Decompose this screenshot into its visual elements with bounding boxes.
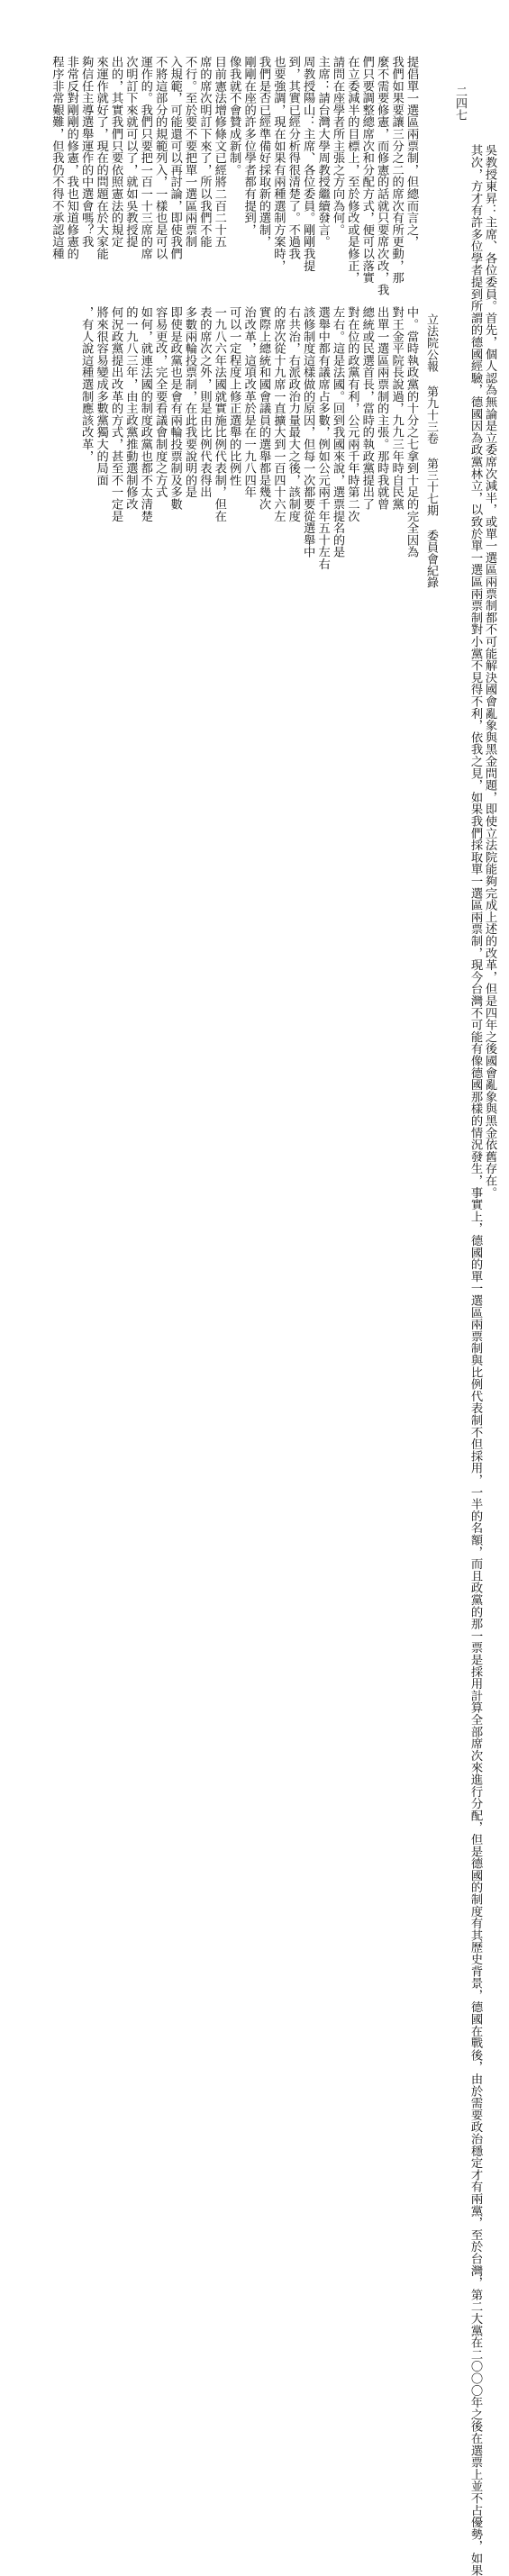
lower-text-column: 將來很容易變成多數黨獨大的局面 xyxy=(94,306,108,486)
upper-text-column: 主席：請台灣大學周教授繼續發言。 xyxy=(315,56,330,248)
lower-text-column: 一九八六年法國就實施比例代表制，但在 xyxy=(212,306,226,522)
lower-text-column: 出單一選區兩票制的主張。那時我就曾 xyxy=(375,306,389,511)
upper-text-column: 我們是否已經準備好採取新的選制， xyxy=(257,56,270,248)
upper-text-column: 出的，其實我們只要依照憲法的規定 xyxy=(109,56,123,248)
upper-text-column: 程序非常艱難，但我仍不得不承認這種 xyxy=(50,56,64,260)
lower-text-column: 可以一定程度上修正選舉的比例性 xyxy=(227,306,241,486)
upper-text-column: 我們如果要讓三分之二的席次有所更動，那 xyxy=(389,56,404,284)
upper-text-column: 請問在座學者所主張之方向為何。 xyxy=(331,56,344,236)
lower-text-column: 對在位的政黨有利，公元兩千年時第二次 xyxy=(345,306,359,522)
lower-text-column: 該修制度這樣做的原因，但每一次都要從選舉中 xyxy=(301,306,315,558)
lower-text-column: ，有人說這種選制應該改革， xyxy=(79,306,94,462)
lower-text-column: 表的席次之外，則是由比例代表得出 xyxy=(197,306,212,498)
lower-text-column: 中。當時執政黨的十分之七拿到十足的完全因為 xyxy=(404,306,418,558)
upper-text-column: 運作的。我們只要把一百一十三席的席 xyxy=(138,56,152,260)
upper-text-column: 剛剛在座的許多位學者都有提到， xyxy=(241,56,256,236)
page-number: 二四七 xyxy=(453,86,467,121)
upper-text-column: 也要強調，現在如果有兩種選制方案時， xyxy=(271,56,286,272)
upper-text-column: 在立委減半的目標上，至於修改或是修正， xyxy=(345,56,359,284)
lower-text-column: 何況政黨提出改革的方式，甚至不一定是 xyxy=(109,306,123,522)
upper-text-column: 非常反對剛剛的修憲，我也知道修憲的 xyxy=(64,56,78,260)
lower-text-column: 右共治，右派政治力量最大之後，該制度 xyxy=(286,306,300,522)
upper-text-column: 提倡單一選區兩票制，但總而言之， xyxy=(404,56,418,248)
upper-text-column: 席的席次明訂下來了，所以我們不能 xyxy=(197,56,212,248)
lower-text-column: 實際上總統和國會議員的選舉都是幾次 xyxy=(257,306,270,511)
lower-text-column: 治改革，這項改革於是在一九八四年 xyxy=(241,306,256,498)
upper-text-column: 來運作就好了，現在的問題在於大家能 xyxy=(94,56,108,260)
lower-text-column: 左右。這是法國。回到我國來說，選票提名的是 xyxy=(331,306,344,558)
lower-text-column: 即使是政黨也是會有兩輪投票制及多數 xyxy=(168,306,182,511)
upper-text-column: 周教授陽山：主席、各位委員。剛剛我提 xyxy=(301,56,315,272)
upper-text-column: 次明訂下來就可以了，就如吳教授提 xyxy=(123,56,138,248)
upper-text-column: 麼不需要修憲，而修憲的話就只要席次改，我 xyxy=(375,56,389,295)
lower-text-column: 總統或民選首長，當時的執政黨提出了 xyxy=(359,306,374,511)
upper-text-column: 不將這部分的規範列入，一樣也是可以 xyxy=(153,56,168,260)
upper-text-column: 到，其實已經分析得很清楚了。不過我 xyxy=(286,56,300,260)
lower-text-column: 多數兩輪投票制，在此我要說明的是 xyxy=(183,306,196,498)
page-header: 立法院公報 第九十三卷 第三十七期 委員會紀錄 xyxy=(424,313,438,588)
lower-text-column: 選舉中都有議席占多數，例如公元兩千年五十左右 xyxy=(315,306,330,570)
lower-text-column: 的席次從十九席一直擴大到一百四十六左 xyxy=(271,306,286,522)
right-text-column: 吳教授東昇：主席、各位委員。首先，個人認為無論是立委席次減半，或單一選區兩票制都不可能解決國會亂象與黑金問題，即使立法院能夠完成上述的改革，但是四年之後國會亂象與黑金依舊存在。 xyxy=(483,144,496,1199)
upper-text-column: 們只要調整總席次和分配方式，便可以落實 xyxy=(359,56,374,284)
lower-text-column: 容易更改，完全要看議會制度之方式 xyxy=(153,306,168,498)
lower-text-column: 的一九八三年，由主政黨推動選制修改 xyxy=(123,306,138,511)
right-text-column: 其次，方才有許多位學者提到所謂的德國經驗，德國因為政黨林立，以致於單一選區兩票制對小黨不見得不利，依我之見，如果我們採取單一選區兩票制，現今台灣不可能有像德國那樣的情況發生，事實上，德國的單一選區兩票制與比例代表制不但採用，一半的名額，而且政黨的那一票是採用計算全部席次來進行分配，但是德國的制度有其歷史背景，德國在戰後，由於需要政治穩定才有兩黨，至於台灣，第二大黨在二〇〇〇年之後在選票上並不占優勢，如果 xyxy=(468,144,482,2576)
upper-text-column: 入規範，可能還可以再討論，即使我們 xyxy=(168,56,182,260)
lower-text-column: 對王金平院長說過，九九三年時自民黨 xyxy=(389,306,404,511)
upper-text-column: 像我就不會贊成新制。 xyxy=(227,56,241,176)
lower-text-column: 如何，就連法國的制度政黨也都不太清楚 xyxy=(138,306,152,522)
upper-text-column: 目前憲法增修條文已經將二百二十五 xyxy=(212,56,226,248)
upper-text-column: 不行。至於要不要把單一選區兩票制 xyxy=(183,56,196,248)
upper-text-column: 夠信任主導選舉運作的中選會嗎？我 xyxy=(79,56,94,248)
